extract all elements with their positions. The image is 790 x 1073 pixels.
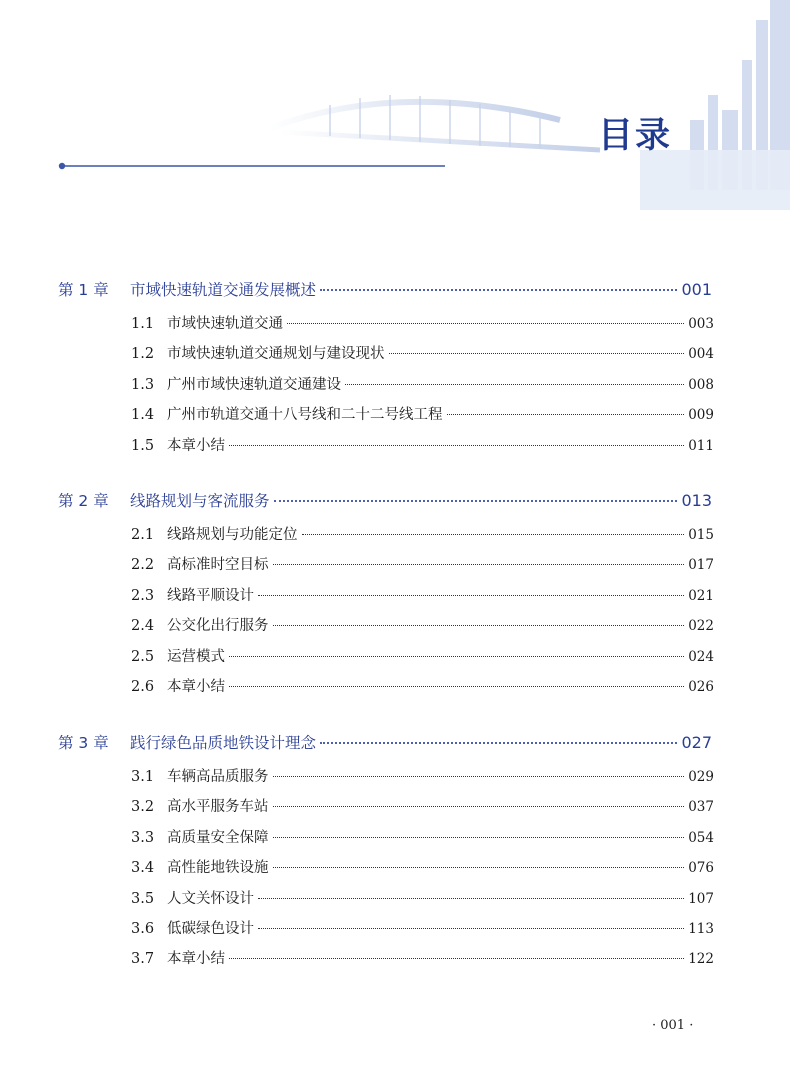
- section-entry[interactable]: [131, 947, 714, 968]
- section-title: 本章小结: [167, 951, 225, 968]
- section-number: 3.2: [131, 799, 155, 816]
- dot-leader: [273, 837, 685, 838]
- section-number: 1.2: [131, 346, 155, 363]
- chapter-entry[interactable]: [58, 278, 712, 300]
- dot-leader: [273, 564, 685, 565]
- section-page: 037: [688, 799, 714, 816]
- dot-leader: [273, 806, 685, 807]
- section-page: 009: [688, 407, 714, 424]
- section-page: 026: [688, 679, 714, 695]
- section-number: 1.3: [131, 376, 155, 393]
- section-number: 2.5: [131, 648, 155, 665]
- section-number: 2.4: [131, 618, 155, 635]
- dot-leader: [258, 595, 684, 596]
- section-page: 024: [688, 648, 714, 665]
- section-page: 021: [688, 587, 714, 604]
- section-number: 3.5: [131, 890, 155, 907]
- section-number: 3.6: [131, 921, 155, 937]
- section-page: 004: [688, 346, 714, 363]
- chapter-page: 013: [681, 491, 712, 510]
- section-number: 1.5: [131, 437, 155, 454]
- section-page: 017: [688, 557, 714, 574]
- section-title: 人文关怀设计: [167, 890, 254, 907]
- section-number: 2.2: [131, 557, 155, 574]
- section-number: 2.6: [131, 679, 155, 695]
- section-entry[interactable]: [131, 826, 714, 847]
- section-entry[interactable]: [131, 523, 714, 544]
- section-page: 122: [688, 951, 714, 968]
- section-number: 3.7: [131, 951, 155, 968]
- chapter-entry[interactable]: [58, 489, 712, 511]
- section-title: 高标准时空目标: [167, 557, 269, 574]
- section-number: 1.4: [131, 407, 155, 424]
- dot-leader: [229, 445, 684, 446]
- chapter-number: 第 3 章: [58, 734, 109, 752]
- dot-leader: [258, 928, 684, 929]
- section-title: 低碳绿色设计: [167, 921, 254, 937]
- section-title: 广州市域快速轨道交通建设: [167, 376, 341, 393]
- section-page: 076: [688, 860, 714, 877]
- section-title: 车辆高品质服务: [167, 769, 269, 785]
- section-page: 015: [688, 527, 714, 543]
- section-title: 本章小结: [167, 679, 225, 695]
- section-page: 022: [688, 618, 714, 635]
- dot-leader: [273, 625, 685, 626]
- section-page: 107: [688, 890, 714, 907]
- dot-leader: [229, 686, 684, 687]
- section-entry[interactable]: [131, 373, 714, 394]
- chapter-title: 线路规划与客流服务: [130, 492, 270, 510]
- bridge-deck: [280, 132, 600, 150]
- section-page: 003: [688, 316, 714, 332]
- section-number: 3.1: [131, 769, 155, 785]
- section-title: 市域快速轨道交通规划与建设现状: [167, 346, 385, 363]
- section-entry[interactable]: [131, 917, 714, 938]
- section-title: 线路规划与功能定位: [167, 527, 298, 543]
- section-title: 本章小结: [167, 437, 225, 454]
- section-title: 高水平服务车站: [167, 799, 269, 816]
- dot-leader: [320, 289, 677, 291]
- section-page: 011: [688, 437, 714, 454]
- chapter-entry[interactable]: [58, 731, 712, 753]
- section-entry[interactable]: [131, 584, 714, 605]
- dot-leader: [389, 353, 685, 354]
- section-page: 008: [688, 376, 714, 393]
- chapter-number: 第 1 章: [58, 281, 109, 299]
- chapter-number: 第 2 章: [58, 492, 109, 510]
- section-page: 113: [688, 921, 714, 937]
- dot-leader: [287, 323, 684, 324]
- dot-leader: [273, 867, 685, 868]
- section-entry[interactable]: [131, 645, 714, 666]
- dot-leader: [274, 500, 678, 502]
- section-title: 广州市轨道交通十八号线和二十二号线工程: [167, 407, 443, 424]
- dot-leader: [258, 898, 684, 899]
- section-title: 高质量安全保障: [167, 829, 269, 846]
- section-entry[interactable]: [131, 312, 714, 333]
- chapter-page: 001: [681, 280, 712, 299]
- section-number: 2.1: [131, 527, 155, 543]
- section-entry[interactable]: [131, 765, 714, 786]
- chapter-page: 027: [681, 733, 712, 752]
- section-title: 公交化出行服务: [167, 618, 269, 635]
- section-entry[interactable]: [131, 342, 714, 363]
- toc-title: 目录: [598, 116, 673, 156]
- section-number: 1.1: [131, 316, 155, 332]
- dot-leader: [447, 414, 685, 415]
- bridge-arch: [270, 102, 560, 128]
- section-entry[interactable]: [131, 675, 714, 696]
- section-entry[interactable]: [131, 887, 714, 908]
- dot-leader: [320, 742, 677, 744]
- chapter-title: 市域快速轨道交通发展概述: [130, 281, 317, 299]
- dot-leader: [302, 534, 685, 535]
- rule-dot: [59, 163, 65, 169]
- section-entry[interactable]: [131, 856, 714, 877]
- section-entry[interactable]: [131, 795, 714, 816]
- section-entry[interactable]: [131, 434, 714, 455]
- dot-leader: [345, 384, 684, 385]
- section-page: 054: [688, 829, 714, 846]
- section-number: 2.3: [131, 587, 155, 604]
- section-title: 线路平顺设计: [167, 587, 254, 604]
- section-number: 3.3: [131, 829, 155, 846]
- section-title: 高性能地铁设施: [167, 860, 269, 877]
- section-entry[interactable]: [131, 403, 714, 424]
- section-title: 市域快速轨道交通: [167, 316, 283, 332]
- section-number: 3.4: [131, 860, 155, 877]
- section-entry[interactable]: [131, 553, 714, 574]
- section-title: 运营模式: [167, 648, 225, 665]
- dot-leader: [229, 656, 684, 657]
- section-entry[interactable]: [131, 614, 714, 635]
- dot-leader: [229, 958, 684, 959]
- section-page: 029: [688, 769, 714, 785]
- dot-leader: [273, 776, 685, 777]
- chapter-title: 践行绿色品质地铁设计理念: [130, 734, 317, 752]
- page-number: · 001 ·: [652, 1018, 694, 1033]
